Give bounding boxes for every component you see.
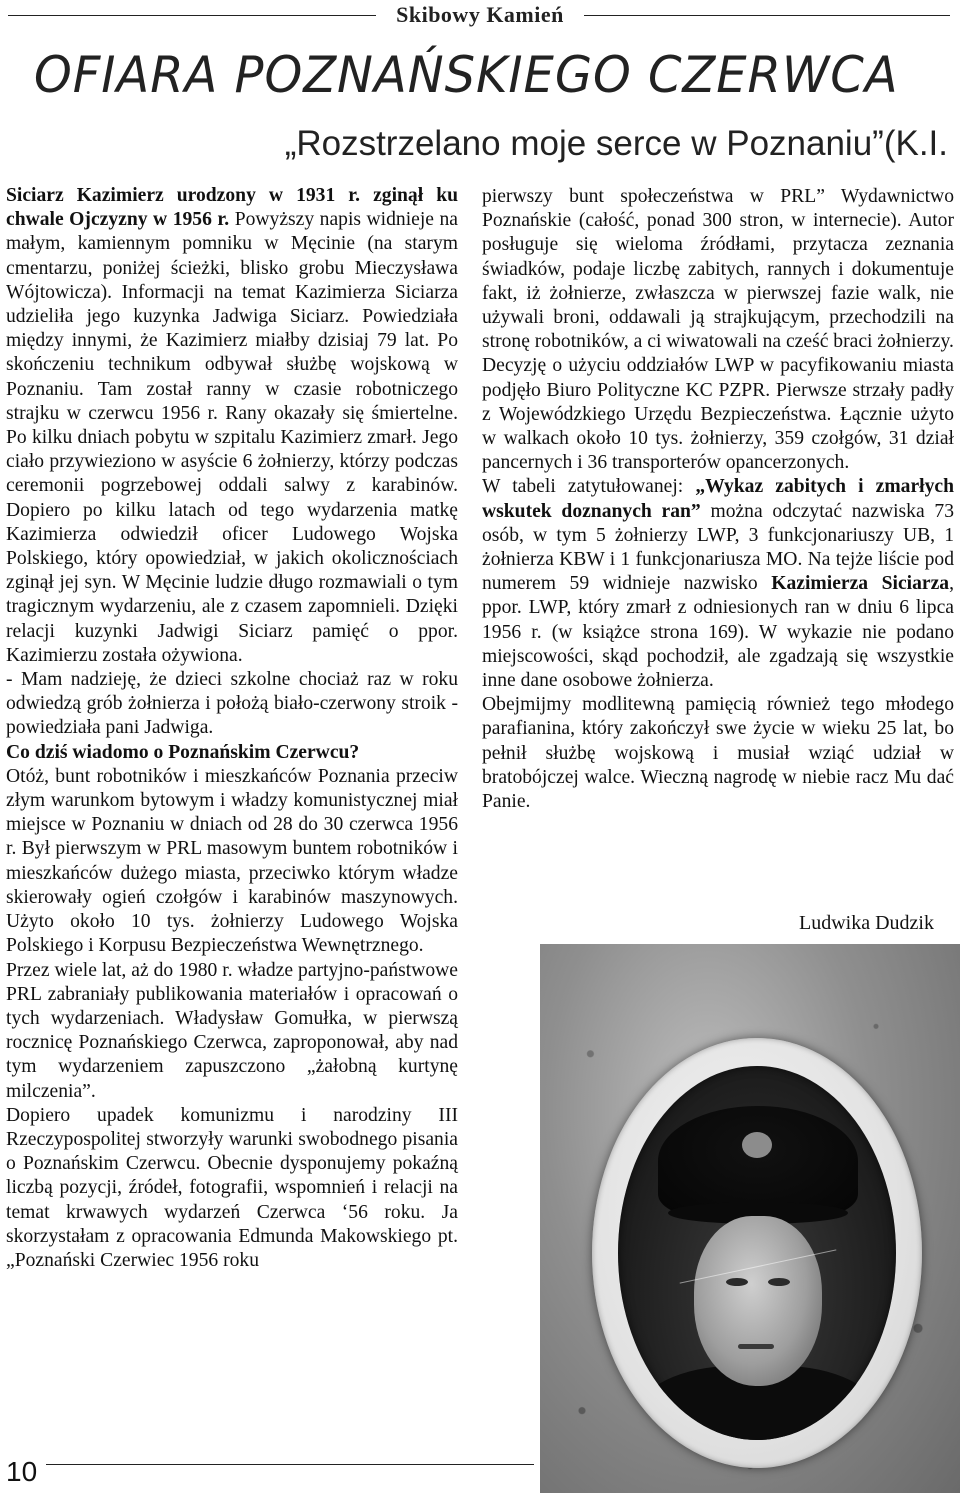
article-subtitle: „Rozstrzelano moje serce w Poznaniu”(K.I. (284, 124, 948, 163)
p3-mid: można odczytać nazwiska 73 osób, w tym 5 żołnierzy LWP, 3 funkcjonariuszy UB, 1 żołnierza KBW i 1 funkcjonariusza MO. Na tejże liście pod numerem 59 widnieje nazwisko (482, 500, 954, 595)
right-paragraph-1: pierwszy bunt społeczeństwa w PRL” Wydawnictwo Poznańskie (całość, ponad 300 stron, w internecie). Autor posługuje się wieloma źródłami, przytacza zeznania świadków, podaje liczbę zabitych, rannych i dokumentuje fakt, iż żołnierze, zwłaszcza w pierwszej fazie walk, nie używali broni, oddawali ją strajkującym, przechodzili na stronę robotników, a ci wiwatowali na cześć braci żołnierzy. (482, 186, 954, 353)
header-rule-right (584, 15, 950, 16)
p3-pre: W tabeli zatytułowanej: (482, 476, 696, 498)
page-number: 10 (6, 1456, 38, 1487)
right-eye (768, 1278, 790, 1286)
left-column (6, 184, 458, 1273)
left-paragraph-5: Dopiero upadek komunizmu i narodziny III Rzeczypospolitej stworzyły warunki swobodnego pisania o Poznańskim Czerwcu. Obecnie dysponujemy pokaźną liczbą pozycji, źródeł, fotografii, wspomnień i relacji na temat krwawych wydarzeń Czerwca ‘56 roku. Ja skorzystałam z opracowania Edmunda Makowskiego pt. „Poznański Czerwiec 1956 roku (6, 1104, 458, 1271)
soldier-name: Kazimierza Siciarza (771, 573, 950, 595)
left-paragraph-1 (6, 184, 458, 668)
section-heading: Co dziś wiadomo o Poznańskim Czerwcu? (6, 741, 360, 763)
header-rule-left (8, 15, 376, 16)
p3-post: , ppor. LWP, który zmarł z odniesionych ran w dniu 6 lipca 1956 r. (w książce strona 169). W wykazie nie podano miejscowości, skąd pochodził, ale zgadzają się wszystkie inne dane osobowe żołnierza. (482, 573, 955, 692)
right-paragraph-4: Obejmijmy modlitewną pamięcią również tego młodego parafianina, który zakończył swe życie w wieku 25 lat, bo pełnił służbę wojskową i musiał wziąć udział w bratobójczej walce. Wieczną nagrodę w niebie racz Mu dać Panie. (482, 694, 954, 813)
footer-rule (46, 1464, 534, 1465)
lead-bold: Siciarz Kazimierz urodzony w 1931 r. zginął ku chwale Ojczyzny w 1956 r. (6, 185, 458, 231)
right-column (482, 185, 954, 814)
left-paragraph-2: - Mam nadzieję, że dzieci szkolne chociaż raz w roku odwiedzą grób żołnierza i położą biało-czerwony stroik - powiedziała pani Jadwiga. (6, 669, 458, 739)
author-signature: Ludwika Dudzik (799, 912, 934, 934)
left-paragraph-4: Przez wiele lat, aż do 1980 r. władze partyjno-państwowe PRL zabraniały publikowania materiałów i opracowań o tych wydarzeniach. Władysław Gomułka, w pierwszą rocznicę Poznańskiego Czerwca, zaproponował, aby nad tym wydarzeniem zapuszczono „żałobną kurtynę milczenia”. (6, 959, 458, 1102)
masthead: Skibowy Kamień (396, 2, 564, 27)
memorial-photo (540, 944, 960, 1493)
face (694, 1216, 822, 1386)
mouth (738, 1344, 774, 1349)
article-title: OFIARA POZNAŃSKIEGO CZERWCA (34, 46, 899, 104)
right-paragraph-3 (482, 475, 954, 693)
soldier-portrait (618, 1066, 896, 1440)
table-title: „Wykaz zabitych i zmarłych wskutek doznanych ran” (482, 476, 955, 522)
left-paragraph-3: Otóż, bunt robotników i mieszkańców Poznania przeciw złym warunkom bytowym i władzy komunistycznej miał miejsce w Poznaniu w dniach od 28 do 30 czerwca 1956 r. Był pierwszym w PRL masowym buntem robotników i mieszkańców dużego miasta, przeciwko którym władze skierowały ogień czołgów i karabinów maszynowych. Użyto około 10 tys. żołnierzy Ludowego Wojska Polskiego i Korpusu Bezpieczeństwa Wewnętrznego. (6, 765, 458, 957)
right-paragraph-2: Decyzję o użyciu oddziałów LWP w pacyfikowaniu miasta podjęło Biuro Polityczne KC PZPR. Pierwsze strzały padły z Wojewódzkiego Urzędu Bezpieczeństwa. Łącznie użyto w walkach około 10 tys. żołnierzy, 359 czołgów, 31 dział pancernych i 36 transporterów opancerzonych. (482, 355, 954, 474)
porcelain-plaque (592, 1038, 922, 1468)
left-eye (726, 1278, 748, 1286)
cap-badge-icon (742, 1132, 772, 1158)
lead-text: Powyższy napis widnieje na małym, kamiennym pomniku w Męcinie (na starym cmentarzu, poniżej ścieżki, blisko grobu Mieczysława Wójtowicza). Informacji na temat Kazimierza Siciarza udzieliła jego kuzynka Jadwiga Siciarz. Powiedziała między innymi, że Kazimierz miałby dzisiaj 79 lat. Po skończeniu technikum odbywał służbę wojskową w Poznaniu. Tam został ranny w czasie robotniczego strajku w czerwcu 1956 r. Rany okazały się śmiertelne. Po kilku dniach pobytu w szpitalu Kazimierz zmarł. Jego ciało przywieziono w asyście 6 żołnierzy, którzy podczas ceremonii pogrzebowej oddali salwy z karabinów. Dopiero po kilku latach od tego wydarzenia matkę Kazimierza odwiedził oficer Ludowego Wojska Polskiego, który opowiedział, w jakich okolicznościach zginął jej syn. W Męcinie ludzie długo rozmawiali o tym tragicznym wydarzeniu, ale z czasem zapomnieli. Dzięki relacji kuzynki Jadwigi Siciarz pamięć o ppor. Kazimierzu została ożywiona. (6, 209, 458, 666)
military-cap (658, 1106, 858, 1216)
